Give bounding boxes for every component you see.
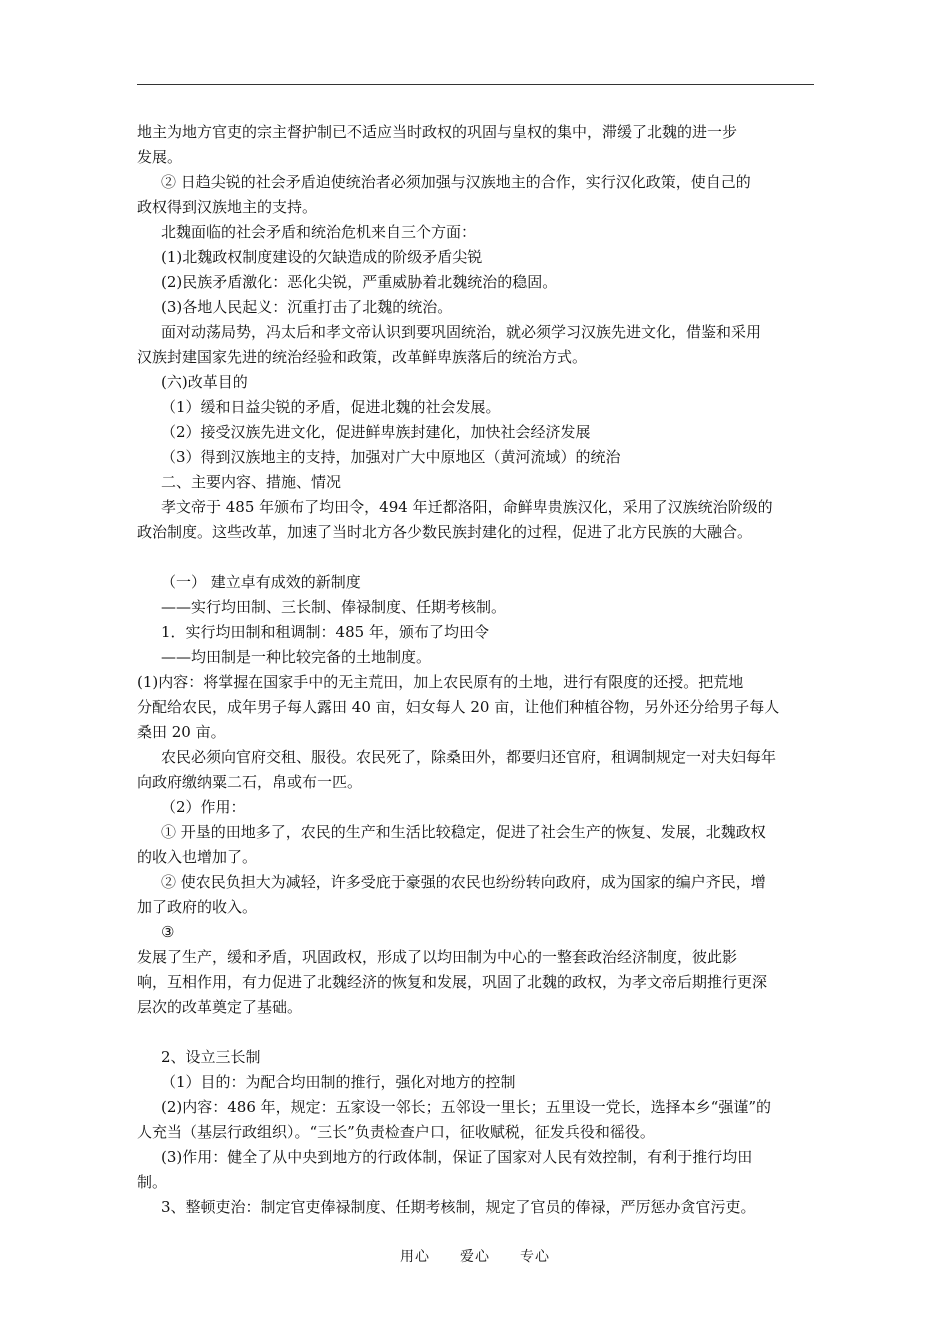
paragraph-line: ② 日趋尖锐的社会矛盾迫使统治者必须加强与汉族地主的合作，实行汉化政策，使自己的 bbox=[161, 173, 751, 191]
blank-line bbox=[137, 545, 817, 570]
paragraph-line: 制。 bbox=[137, 1173, 168, 1191]
paragraph-line: ——实行均田制、三长制、俸禄制度、任期考核制。 bbox=[161, 598, 507, 616]
paragraph-line: 向政府缴纳粟二石，帛或布一匹。 bbox=[137, 773, 363, 791]
subsection-heading: 3、整顿吏治：制定官吏俸禄制度、任期考核制，规定了官员的俸禄，严厉惩办贪官污吏。 bbox=[161, 1198, 756, 1216]
paragraph-line: 人充当（基层行政组织）。“三长”负责检查户口，征收赋税，征发兵役和徭役。 bbox=[137, 1123, 655, 1141]
paragraph-line: 发展了生产，缓和矛盾，巩固政权，形成了以均田制为中心的一整套政治经济制度，彼此影 bbox=[137, 948, 738, 966]
paragraph-line: (1)内容：将掌握在国家手中的无主荒田，加上农民原有的土地，进行有限度的还授。把荒地 bbox=[137, 673, 744, 691]
paragraph-line: 汉族封建国家先进的统治经验和政策，改革鲜卑族落后的统治方式。 bbox=[137, 348, 588, 366]
paragraph-line: 加了政府的收入。 bbox=[137, 898, 258, 916]
list-item: (1)北魏政权制度建设的欠缺造成的阶级矛盾尖锐 bbox=[161, 248, 483, 266]
section-heading: （一） 建立卓有成效的新制度 bbox=[161, 573, 361, 591]
list-item: （3）得到汉族地主的支持，加强对广大中原地区（黄河流域）的统治 bbox=[161, 448, 621, 466]
paragraph-line: 政权得到汉族地主的支持。 bbox=[137, 198, 318, 216]
paragraph-line: ——均田制是一种比较完备的土地制度。 bbox=[161, 648, 432, 666]
subsection-heading: （2）作用： bbox=[161, 798, 246, 816]
paragraph-line: 孝文帝于 485 年颁布了均田令，494 年迁都洛阳，命鲜卑贵族汉化，采用了汉族统治阶级的 bbox=[161, 498, 773, 516]
list-item: (3)作用：健全了从中央到地方的行政体制，保证了国家对人民有效控制，有利于推行均田 bbox=[161, 1148, 753, 1166]
paragraph-line: 面对动荡局势，冯太后和孝文帝认识到要巩固统治，就必须学习汉族先进文化，借鉴和采用 bbox=[161, 323, 762, 341]
paragraph-line: 的收入也增加了。 bbox=[137, 848, 258, 866]
list-item: ② 使农民负担大为减轻，许多受庇于豪强的农民也纷纷转向政府，成为国家的编户齐民，增 bbox=[161, 873, 766, 891]
paragraph-line: 分配给农民，成年男子每人露田 40 亩，妇女每人 20 亩，让他们种植谷物，另外还分给男子每人 bbox=[137, 698, 780, 716]
header-rule bbox=[137, 84, 814, 85]
paragraph-line: 发展。 bbox=[137, 148, 183, 166]
paragraph-line: 政治制度。这些改革，加速了当时北方各少数民族封建化的过程，促进了北方民族的大融合。 bbox=[137, 523, 753, 541]
blank-line bbox=[137, 1020, 817, 1045]
section-heading: (六)改革目的 bbox=[161, 373, 248, 391]
paragraph-line: 响，互相作用，有力促进了北魏经济的恢复和发展，巩固了北魏的政权，为孝文帝后期推行更深 bbox=[137, 973, 768, 991]
paragraph-line: 桑田 20 亩。 bbox=[137, 723, 226, 741]
paragraph-line: 农民必须向官府交租、服役。农民死了，除桑田外，都要归还官府，租调制规定一对夫妇每年 bbox=[161, 748, 777, 766]
list-item: （2）接受汉族先进文化，促进鲜卑族封建化，加快社会经济发展 bbox=[161, 423, 591, 441]
paragraph-line: 北魏面临的社会矛盾和统治危机来自三个方面： bbox=[161, 223, 477, 241]
subsection-heading: 1．实行均田制和租调制：485 年，颁布了均田令 bbox=[161, 623, 489, 641]
list-item: ③ bbox=[161, 923, 175, 941]
list-item: (2)内容：486 年，规定：五家设一邻长；五邻设一里长；五里设一党长，选择本乡“强谨”的 bbox=[161, 1098, 771, 1116]
page-footer: 用心 爱心 专心 bbox=[400, 1249, 550, 1265]
list-item: （1）缓和日益尖锐的矛盾，促进北魏的社会发展。 bbox=[161, 398, 501, 416]
paragraph-line: 层次的改革奠定了基础。 bbox=[137, 998, 303, 1016]
section-heading: 二、主要内容、措施、情况 bbox=[161, 473, 342, 491]
subsection-heading: 2、设立三长制 bbox=[161, 1048, 261, 1066]
list-item: (2)民族矛盾激化：恶化尖锐，严重威胁着北魏统治的稳固。 bbox=[161, 273, 558, 291]
paragraph-line: 地主为地方官吏的宗主督护制已不适应当时政权的巩固与皇权的集中，滞缓了北魏的进一步 bbox=[137, 123, 738, 141]
list-item: ① 开垦的田地多了，农民的生产和生活比较稳定，促进了社会生产的恢复、发展，北魏政权 bbox=[161, 823, 766, 841]
list-item: （1）目的：为配合均田制的推行，强化对地方的控制 bbox=[161, 1073, 516, 1091]
list-item: (3)各地人民起义：沉重打击了北魏的统治。 bbox=[161, 298, 453, 316]
document-body bbox=[137, 120, 817, 1220]
